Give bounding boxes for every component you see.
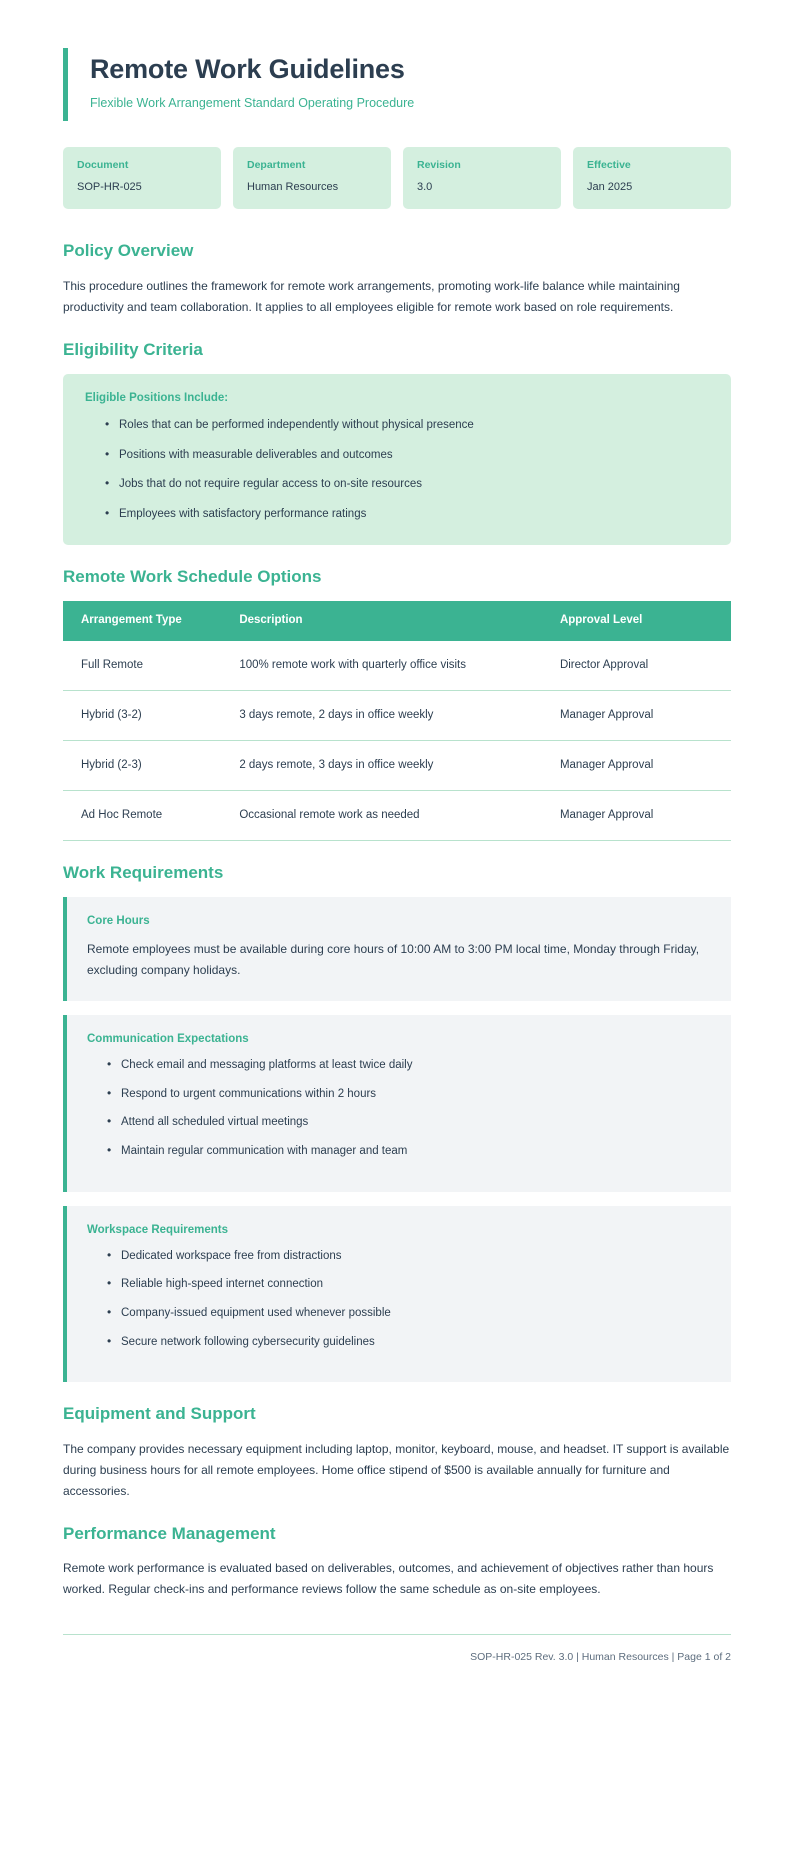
requirement-card-communication-expectations: [63, 1015, 731, 1192]
list-item: • Reliable high-speed internet connection: [107, 1276, 709, 1293]
list-item: • Roles that can be performed independently without physical presence: [105, 417, 709, 434]
cell-approval-level: Manager Approval: [544, 740, 731, 790]
meta-value-department: Human Resources: [247, 180, 339, 193]
section-heading-performance: Performance Management: [63, 1523, 276, 1543]
communication-expectations-list: [87, 1057, 709, 1160]
document-header: [63, 48, 731, 121]
meta-label-department: Department: [247, 159, 306, 172]
eligibility-box-title: Eligible Positions Include:: [85, 392, 229, 405]
equipment-paragraph: The company provides necessary equipment including laptop, monitor, keyboard, mouse, and headset. IT support is available during business hours for all remote employees. Home office stipend of $500 is available annually for furniture and accessories.: [63, 1441, 730, 1498]
section-heading-eligibility: Eligibility Criteria: [63, 339, 203, 359]
meta-value-effective: Jan 2025: [587, 180, 633, 193]
cell-description: 2 days remote, 3 days in office weekly: [223, 740, 544, 790]
meta-value-revision: 3.0: [417, 180, 433, 193]
cell-arrangement-type: Hybrid (3-2): [63, 690, 223, 740]
page-title: Remote Work Guidelines: [90, 54, 405, 84]
column-header-arrangement-type: Arrangement Type: [63, 601, 223, 641]
workspace-requirements-list: [87, 1248, 709, 1351]
list-item: • Maintain regular communication with manager and team: [107, 1143, 709, 1160]
table-body: [63, 641, 731, 840]
section-heading-policy-overview: Policy Overview: [63, 241, 194, 261]
section-heading-schedule: Remote Work Schedule Options: [63, 566, 322, 586]
eligibility-highlight-box: [63, 374, 731, 545]
list-item: • Respond to urgent communications within 2 hours: [107, 1086, 709, 1103]
cell-approval-level: Director Approval: [544, 641, 731, 690]
list-item: • Company-issued equipment used whenever possible: [107, 1305, 709, 1322]
meta-label-revision: Revision: [417, 159, 461, 172]
cell-approval-level: Manager Approval: [544, 790, 731, 840]
list-item: • Dedicated workspace free from distractions: [107, 1248, 709, 1265]
performance-paragraph: Remote work performance is evaluated based on deliverables, outcomes, and achievement of objectives rather than hours worked. Regular check-ins and performance reviews follow the same schedule as on-site employees.: [63, 1561, 714, 1597]
section-equipment-support: [63, 1404, 731, 1501]
table-header: [63, 601, 731, 641]
section-eligibility-criteria: [63, 340, 731, 545]
list-item: • Positions with measurable deliverables and outcomes: [105, 447, 709, 464]
requirement-card-core-hours: [63, 897, 731, 1001]
document-footer: [63, 1634, 731, 1665]
table-row: [63, 740, 731, 790]
list-item: • Check email and messaging platforms at least twice daily: [107, 1057, 709, 1074]
table-row: [63, 790, 731, 840]
requirement-card-title: Workspace Requirements: [87, 1223, 229, 1236]
list-item: • Attend all scheduled virtual meetings: [107, 1114, 709, 1131]
requirement-card-title: Communication Expectations: [87, 1033, 249, 1046]
schedule-options-table: [63, 601, 731, 841]
meta-box-revision: [403, 147, 561, 209]
footer-text: SOP-HR-025 Rev. 3.0 | Human Resources | Page 1 of 2: [470, 1651, 731, 1664]
cell-approval-level: Manager Approval: [544, 690, 731, 740]
cell-arrangement-type: Hybrid (2-3): [63, 740, 223, 790]
section-heading-work-requirements: Work Requirements: [63, 862, 224, 882]
eligibility-list: [85, 417, 709, 523]
cell-description: 3 days remote, 2 days in office weekly: [223, 690, 544, 740]
cell-arrangement-type: Full Remote: [63, 641, 223, 690]
table-row: [63, 641, 731, 690]
list-item: • Employees with satisfactory performance ratings: [105, 506, 709, 523]
column-header-approval-level: Approval Level: [544, 601, 731, 641]
cell-description: 100% remote work with quarterly office visits: [223, 641, 544, 690]
section-policy-overview: [63, 241, 731, 317]
page-subtitle: Flexible Work Arrangement Standard Operating Procedure: [90, 96, 415, 111]
table-header-row: [63, 601, 731, 641]
cell-arrangement-type: Ad Hoc Remote: [63, 790, 223, 840]
meta-box-department: [233, 147, 391, 209]
section-work-requirements: [63, 863, 731, 1383]
requirement-card-workspace-requirements: [63, 1206, 731, 1383]
table-row: [63, 690, 731, 740]
meta-label-effective: Effective: [587, 159, 631, 172]
section-heading-equipment: Equipment and Support: [63, 1404, 256, 1424]
cell-description: Occasional remote work as needed: [223, 790, 544, 840]
meta-value-document: SOP-HR-025: [77, 180, 142, 193]
section-performance-management: [63, 1524, 731, 1600]
meta-box-document: [63, 147, 221, 209]
list-item: • Jobs that do not require regular access to on-site resources: [105, 476, 709, 493]
list-item: • Secure network following cybersecurity guidelines: [107, 1334, 709, 1351]
requirement-card-text: Remote employees must be available during core hours of 10:00 AM to 3:00 PM local time, Monday through Friday, excluding company holidays.: [87, 942, 700, 978]
section-schedule-options: [63, 567, 731, 841]
document-metadata-row: [63, 147, 731, 209]
meta-box-effective: [573, 147, 731, 209]
meta-label-document: Document: [77, 159, 129, 172]
requirement-card-title: Core Hours: [87, 915, 150, 928]
policy-overview-paragraph: This procedure outlines the framework for remote work arrangements, promoting work-life balance while maintaining productivity and team collaboration. It applies to all employees eligible for remote work based on role requirements.: [63, 278, 680, 314]
column-header-description: Description: [223, 601, 544, 641]
